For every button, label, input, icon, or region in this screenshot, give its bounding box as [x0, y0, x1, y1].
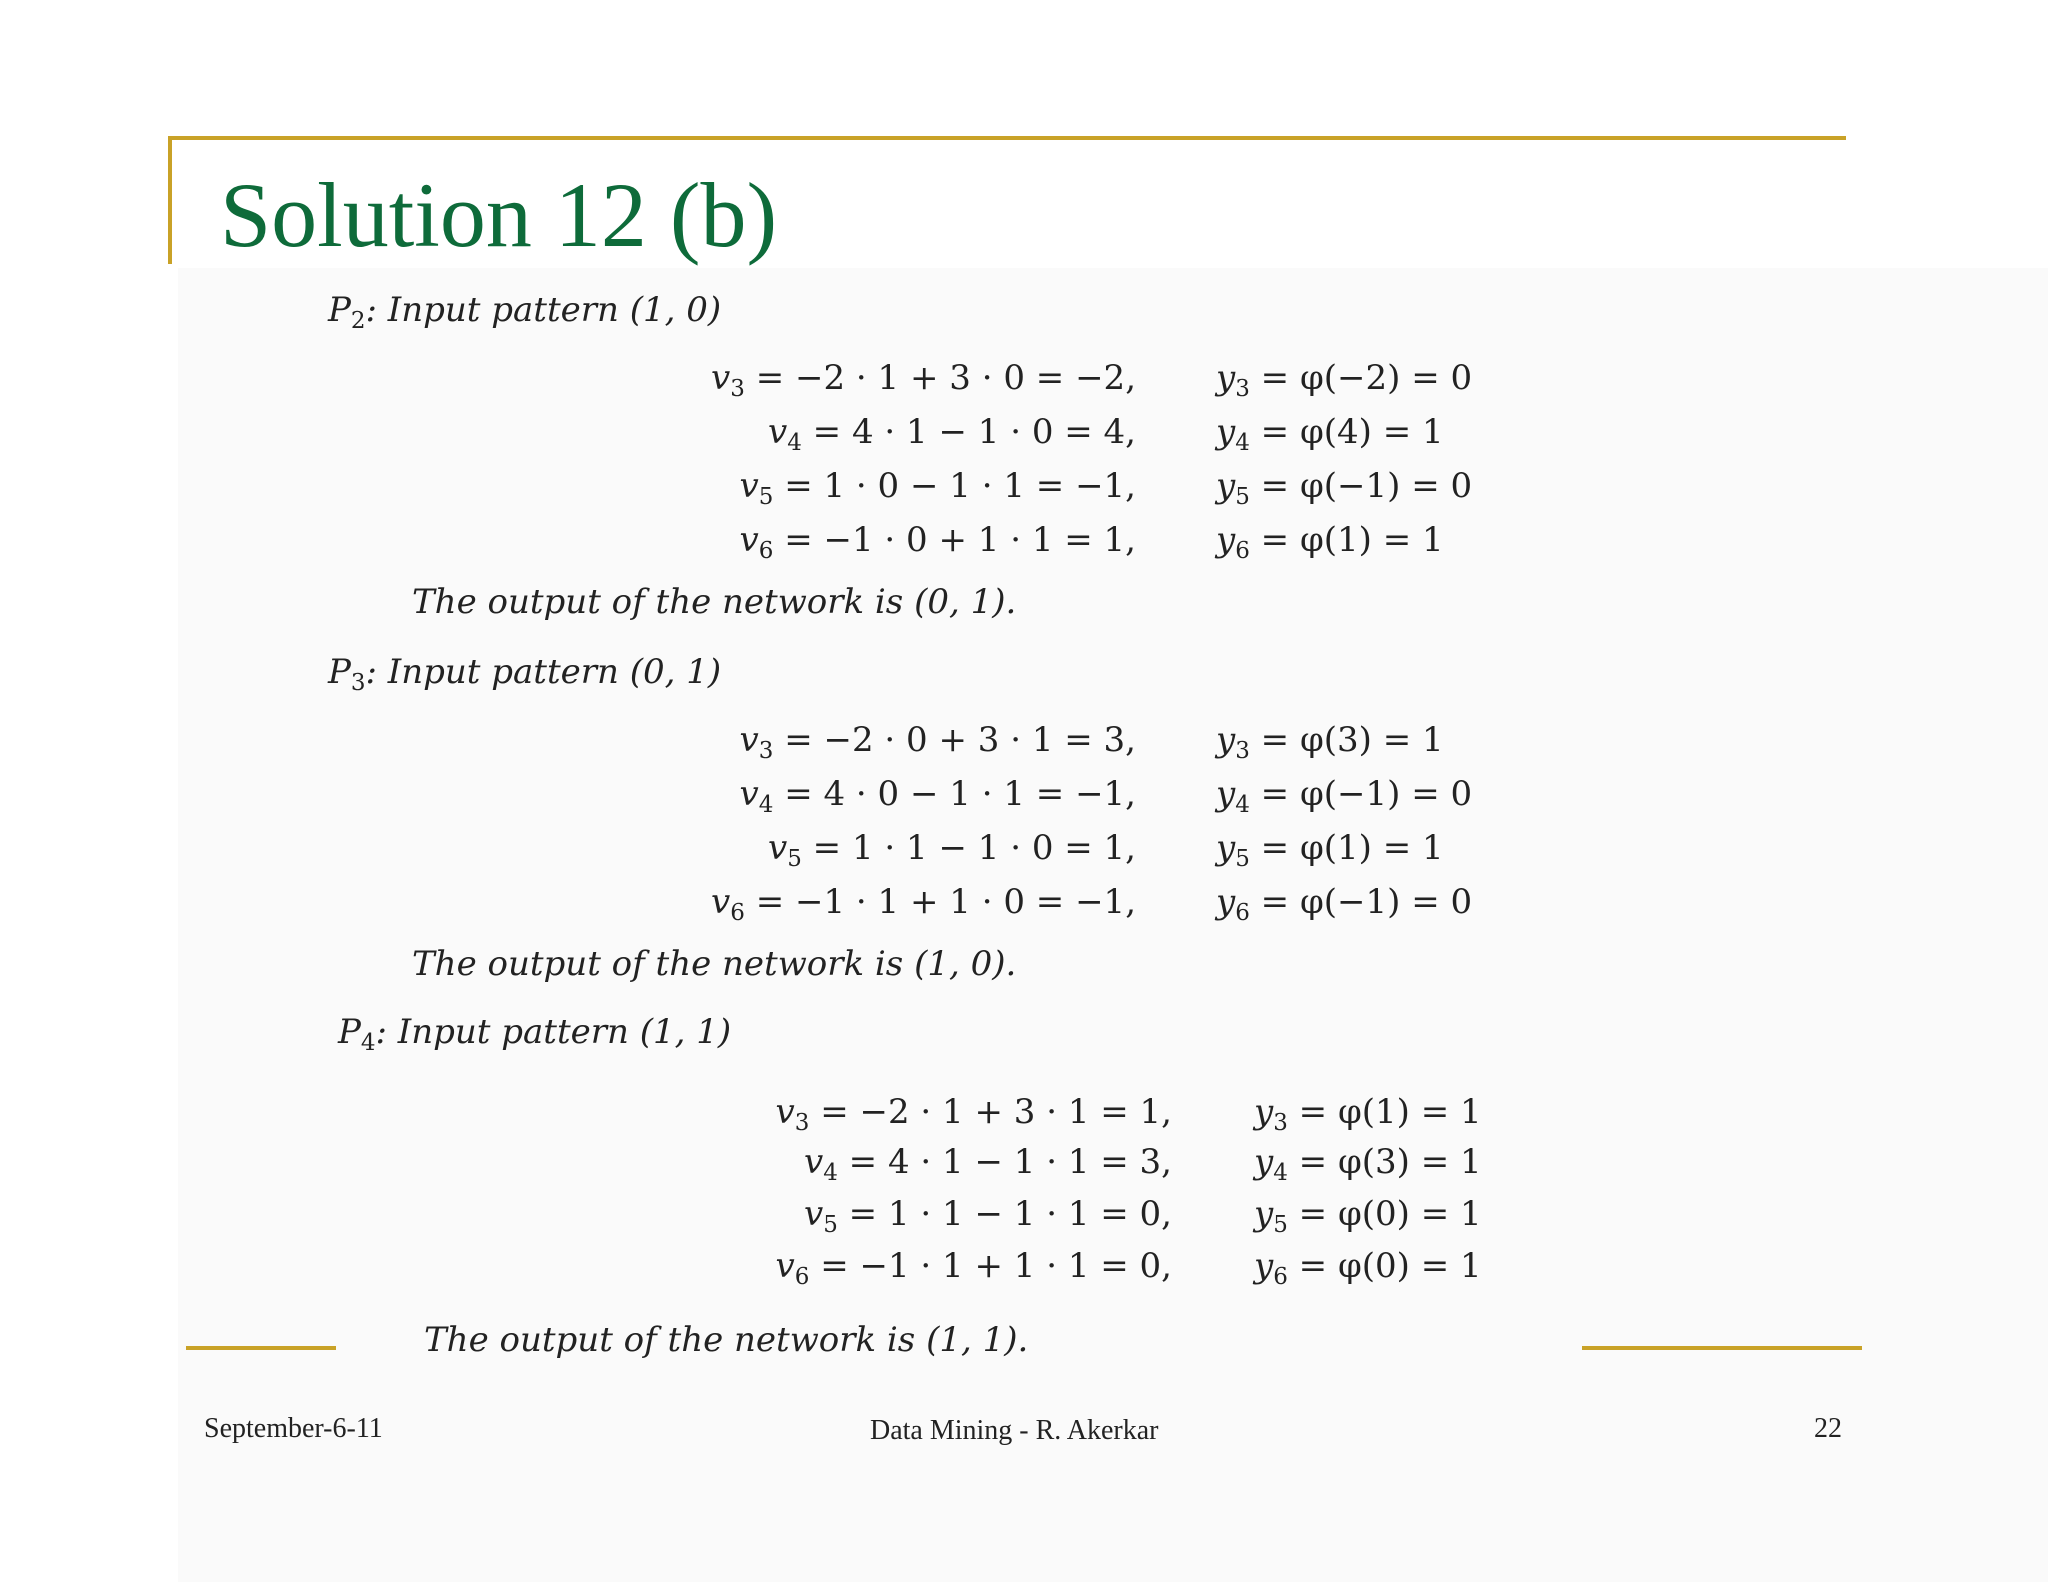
var-v: v — [739, 720, 759, 760]
var-v: v — [768, 828, 788, 868]
activation-expression: = φ(4) = 1 — [1260, 412, 1444, 452]
activation-expression: = φ(3) = 1 — [1298, 1142, 1482, 1182]
var-v: v — [739, 774, 759, 814]
equation-v6-p4 — [590, 1244, 1172, 1299]
equation-expression: = −1 · 1 + 1 · 0 = −1, — [755, 882, 1136, 922]
activation-y6-p2 — [1216, 518, 1444, 573]
activation-y5-p2 — [1216, 464, 1472, 519]
equation-expression: = 1 · 0 − 1 · 1 = −1, — [784, 466, 1136, 506]
var-v: v — [711, 882, 731, 922]
activation-y3-p2 — [1216, 356, 1472, 411]
var-subscript: 3 — [730, 376, 745, 402]
equation-expression: = −2 · 1 + 3 · 1 = 1, — [820, 1092, 1172, 1132]
activation-y4-p2 — [1216, 410, 1444, 465]
activation-expression: = φ(3) = 1 — [1260, 720, 1444, 760]
var-subscript: 4 — [823, 1160, 838, 1186]
equation-expression: = −2 · 0 + 3 · 1 = 3, — [784, 720, 1136, 760]
equation-expression: = −1 · 1 + 1 · 1 = 0, — [820, 1246, 1172, 1286]
var-y: y — [1254, 1194, 1274, 1234]
var-v: v — [711, 358, 731, 398]
equation-expression: = 4 · 1 − 1 · 0 = 4, — [812, 412, 1136, 452]
activation-expression: = φ(−1) = 0 — [1260, 882, 1473, 922]
equation-v6-p2 — [560, 518, 1136, 573]
bottom-left-accent-rule — [186, 1346, 336, 1350]
var-v: v — [768, 412, 788, 452]
var-v: v — [739, 466, 759, 506]
var-subscript: 4 — [1235, 792, 1250, 818]
var-subscript: 5 — [787, 846, 802, 872]
var-y: y — [1216, 720, 1236, 760]
top-accent-rule — [168, 136, 1846, 140]
equation-v4-p4 — [590, 1140, 1172, 1195]
var-subscript: 3 — [758, 738, 774, 764]
var-v: v — [775, 1092, 795, 1132]
activation-expression: = φ(0) = 1 — [1298, 1246, 1482, 1286]
equation-v5-p2 — [560, 464, 1136, 519]
pattern-label-text: : Input pattern (0, 1) — [365, 652, 722, 692]
activation-expression: = φ(1) = 1 — [1260, 520, 1444, 560]
footer-date: September-6-11 — [204, 1413, 383, 1444]
var-subscript: 4 — [1235, 430, 1250, 456]
pattern-letter: P — [338, 1012, 361, 1052]
network-output-p4: The output of the network is (1, 1). — [424, 1320, 1029, 1360]
pattern-letter: P — [328, 290, 351, 330]
pattern-label-text: : Input pattern (1, 1) — [375, 1012, 732, 1052]
footer-title: Data Mining - R. Akerkar — [870, 1415, 1159, 1446]
activation-y6-p4 — [1254, 1244, 1482, 1299]
var-subscript: 3 — [1235, 738, 1250, 764]
var-y: y — [1216, 828, 1236, 868]
equation-expression: = 4 · 1 − 1 · 1 = 3, — [848, 1142, 1172, 1182]
var-y: y — [1216, 412, 1236, 452]
activation-expression: = φ(1) = 1 — [1260, 828, 1444, 868]
var-y: y — [1216, 774, 1236, 814]
activation-expression: = φ(−1) = 0 — [1260, 774, 1473, 814]
var-v: v — [804, 1194, 824, 1234]
network-output-p3: The output of the network is (1, 0). — [412, 944, 1017, 984]
pattern-letter: P — [328, 652, 351, 692]
var-y: y — [1216, 520, 1236, 560]
var-subscript: 6 — [1235, 538, 1250, 564]
activation-expression: = φ(1) = 1 — [1298, 1092, 1482, 1132]
equation-v5-p4 — [590, 1192, 1172, 1247]
equation-expression: = 1 · 1 − 1 · 0 = 1, — [812, 828, 1136, 868]
pattern-subscript: 2 — [350, 308, 366, 334]
var-subscript: 6 — [730, 900, 745, 926]
equation-expression: = −1 · 0 + 1 · 1 = 1, — [784, 520, 1136, 560]
activation-y5-p4 — [1254, 1192, 1482, 1247]
var-y: y — [1216, 466, 1236, 506]
var-y: y — [1254, 1142, 1274, 1182]
equation-v3-p4 — [590, 1090, 1172, 1145]
var-v: v — [739, 520, 759, 560]
equation-expression: = 4 · 0 − 1 · 1 = −1, — [784, 774, 1136, 814]
activation-y6-p3 — [1216, 880, 1472, 935]
equation-v3-p3 — [560, 718, 1136, 773]
pattern-label-p2 — [328, 288, 721, 343]
var-subscript: 3 — [1235, 376, 1250, 402]
var-subscript: 6 — [1273, 1264, 1288, 1290]
var-v: v — [775, 1246, 795, 1286]
activation-expression: = φ(−2) = 0 — [1260, 358, 1473, 398]
activation-expression: = φ(0) = 1 — [1298, 1194, 1482, 1234]
var-subscript: 5 — [1273, 1212, 1288, 1238]
equation-v4-p2 — [560, 410, 1136, 465]
var-y: y — [1216, 882, 1236, 922]
var-subscript: 4 — [787, 430, 802, 456]
network-output-p2: The output of the network is (0, 1). — [412, 582, 1017, 622]
var-subscript: 5 — [1235, 484, 1250, 510]
pattern-label-p3 — [328, 650, 721, 705]
slide-title: Solution 12 (b) — [220, 164, 778, 266]
var-subscript: 4 — [1273, 1160, 1288, 1186]
var-subscript: 5 — [823, 1212, 838, 1238]
var-subscript: 4 — [758, 792, 774, 818]
var-subscript: 3 — [1273, 1110, 1288, 1136]
left-accent-rule — [168, 136, 172, 264]
var-y: y — [1216, 358, 1236, 398]
activation-y3-p4 — [1254, 1090, 1482, 1145]
var-y: y — [1254, 1092, 1274, 1132]
pattern-subscript: 3 — [350, 670, 366, 696]
var-y: y — [1254, 1246, 1274, 1286]
equation-v5-p3 — [560, 826, 1136, 881]
equation-expression: = 1 · 1 − 1 · 1 = 0, — [848, 1194, 1172, 1234]
var-v: v — [804, 1142, 824, 1182]
activation-y5-p3 — [1216, 826, 1444, 881]
var-subscript: 3 — [794, 1110, 810, 1136]
activation-y4-p3 — [1216, 772, 1472, 827]
activation-y4-p4 — [1254, 1140, 1482, 1195]
pattern-label-text: : Input pattern (1, 0) — [365, 290, 722, 330]
equation-v6-p3 — [560, 880, 1136, 935]
page-number: 22 — [1814, 1413, 1842, 1444]
equation-expression: = −2 · 1 + 3 · 0 = −2, — [755, 358, 1136, 398]
equation-v3-p2 — [560, 356, 1136, 411]
activation-expression: = φ(−1) = 0 — [1260, 466, 1473, 506]
var-subscript: 5 — [1235, 846, 1250, 872]
var-subscript: 6 — [758, 538, 774, 564]
equation-v4-p3 — [560, 772, 1136, 827]
pattern-subscript: 4 — [360, 1030, 376, 1056]
var-subscript: 6 — [1235, 900, 1250, 926]
activation-y3-p3 — [1216, 718, 1444, 773]
var-subscript: 5 — [758, 484, 774, 510]
var-subscript: 6 — [794, 1264, 810, 1290]
bottom-right-accent-rule — [1582, 1346, 1862, 1350]
pattern-label-p4 — [338, 1010, 731, 1065]
